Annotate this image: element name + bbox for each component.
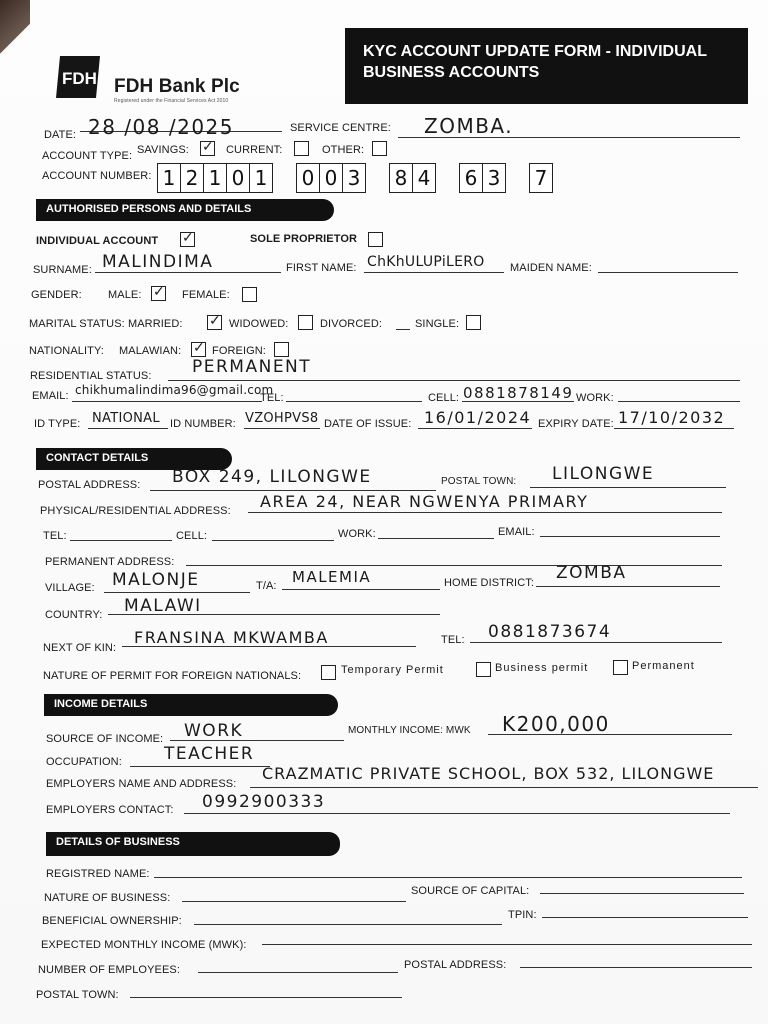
email-tel-line	[286, 401, 422, 402]
temporary-permit-checkbox[interactable]	[321, 665, 336, 680]
business-postal-address-label: POSTAL ADDRESS:	[404, 959, 507, 971]
home-district-line	[536, 586, 720, 587]
employers-contact-value: 0992900333	[202, 792, 326, 812]
next-of-kin-value: FRANSINA MKWAMBA	[134, 628, 329, 647]
male-label: MALE:	[108, 289, 142, 301]
id-number-label: ID NUMBER:	[170, 418, 236, 430]
form-title-block	[345, 28, 748, 104]
work-line	[618, 401, 740, 402]
account-digit: 1	[249, 163, 273, 193]
id-type-value: NATIONAL	[92, 411, 160, 426]
postal-address-value: BOX 249, LILONGWE	[172, 467, 372, 487]
section-business	[46, 832, 340, 856]
section-income-title: INCOME DETAILS	[54, 698, 148, 710]
expected-monthly-income-label: EXPECTED MONTHLY INCOME (MWK):	[41, 939, 247, 951]
ta-line	[282, 589, 440, 590]
malawian-label: MALAWIAN:	[119, 345, 182, 357]
surname-value: MALINDIMA	[102, 252, 214, 272]
widowed-label: WIDOWED:	[229, 318, 289, 330]
account-digit: 4	[412, 163, 436, 193]
date-value: 28 /08 /2025	[88, 115, 234, 139]
foreign-label: FOREIGN:	[212, 345, 266, 357]
residential-status-line	[168, 380, 740, 381]
form-title-line2: BUSINESS ACCOUNTS	[363, 64, 540, 81]
residential-status-value: PERMANENT	[192, 357, 312, 377]
marital-status-label: MARITAL STATUS: MARRIED:	[29, 318, 183, 330]
male-checkbox[interactable]	[151, 283, 166, 301]
occupation-line	[130, 766, 270, 767]
expiry-date-label: EXPIRY DATE:	[538, 418, 614, 430]
source-of-income-label: SOURCE OF INCOME:	[46, 733, 164, 745]
check-icon: ✓	[209, 312, 221, 328]
nature-of-business-label: NATURE OF BUSINESS:	[44, 892, 171, 904]
other-checkbox[interactable]	[372, 141, 387, 156]
married-checkbox[interactable]	[207, 312, 222, 330]
section-authorised-title: AUTHORISED PERSONS AND DETAILS	[46, 203, 252, 215]
source-of-income-value: WORK	[184, 721, 244, 741]
business-postal-town-label: POSTAL TOWN:	[36, 989, 119, 1001]
section-authorised	[36, 199, 334, 221]
employer-label: EMPLOYERS NAME AND ADDRESS:	[46, 778, 237, 790]
business-permit-checkbox[interactable]	[476, 662, 491, 677]
sole-proprietor-checkbox[interactable]	[368, 232, 383, 247]
account-digit: 7	[529, 163, 553, 193]
date-of-issue-line	[418, 428, 532, 429]
section-income	[44, 694, 338, 716]
divorced-label: DIVORCED:	[320, 318, 383, 330]
savings-label: SAVINGS:	[137, 144, 189, 156]
number-of-employees-line	[198, 972, 398, 973]
email-line	[72, 401, 262, 402]
account-digit: 6	[459, 163, 483, 193]
village-line	[104, 592, 250, 593]
account-digit: 1	[203, 163, 227, 193]
employer-value: CRAZMATIC PRIVATE SCHOOL, BOX 532, LILONGWE	[262, 764, 715, 783]
gender-label: GENDER:	[31, 289, 82, 301]
account-digit: 0	[319, 163, 343, 193]
physical-address-value: AREA 24, NEAR NGWENYA PRIMARY	[260, 492, 589, 511]
nationality-label: NATIONALITY:	[29, 345, 104, 357]
source-of-capital-line	[540, 893, 744, 894]
check-icon: ✓	[193, 339, 205, 355]
ta-label: T/A:	[256, 580, 277, 592]
form-title-line1: KYC ACCOUNT UPDATE FORM - INDIVIDUAL	[363, 43, 707, 60]
registered-name-label: REGISTRED NAME:	[46, 868, 150, 880]
surname-line	[95, 272, 281, 273]
account-digit: 3	[342, 163, 366, 193]
number-of-employees-label: NUMBER OF EMPLOYEES:	[38, 964, 180, 976]
account-digit: 0	[226, 163, 250, 193]
email-label: EMAIL:	[32, 390, 69, 402]
physical-address-line	[248, 512, 722, 513]
id-type-line	[88, 428, 168, 429]
employer-line	[250, 787, 758, 788]
home-district-value: ZOMBA	[556, 563, 627, 583]
postal-address-line	[150, 490, 436, 491]
page-corner-shadow	[0, 0, 30, 60]
date-of-issue-value: 16/01/2024	[424, 408, 532, 427]
service-centre-label: SERVICE CENTRE:	[290, 122, 391, 134]
surname-label: SURNAME:	[33, 264, 92, 276]
cell-value: 0881878149	[463, 384, 574, 402]
contact-email-line	[540, 536, 720, 537]
contact-tel-line	[70, 540, 172, 541]
id-number-value: VZOHPVS8	[245, 411, 319, 426]
business-postal-address-line	[520, 967, 752, 968]
contact-work-label: WORK:	[338, 528, 376, 540]
widowed-checkbox[interactable]	[298, 315, 313, 330]
account-digit: 8	[389, 163, 413, 193]
kin-tel-value: 0881873674	[488, 622, 612, 642]
kin-tel-line	[470, 642, 722, 643]
village-value: MALONJE	[112, 570, 200, 590]
expiry-date-value: 17/10/2032	[618, 408, 726, 427]
check-icon: ✓	[182, 229, 194, 245]
work-label: WORK:	[576, 392, 614, 404]
divorced-line[interactable]	[396, 329, 410, 330]
permanent-permit-label: Permanent	[632, 660, 695, 672]
section-contact-title: CONTACT DETAILS	[46, 452, 149, 464]
service-centre-value: ZOMBA.	[424, 114, 514, 138]
beneficial-ownership-line	[194, 924, 502, 925]
contact-cell-line	[212, 540, 334, 541]
savings-checkbox[interactable]	[200, 138, 215, 156]
permit-label: NATURE OF PERMIT FOR FOREIGN NATIONALS:	[43, 670, 302, 682]
contact-tel-label: TEL:	[43, 530, 67, 542]
email-tel-label: TEL:	[260, 392, 284, 404]
fdh-logo-icon	[56, 54, 102, 100]
next-of-kin-label: NEXT OF KIN:	[43, 642, 117, 654]
first-name-label: FIRST NAME:	[286, 262, 357, 274]
contact-email-label: EMAIL:	[498, 526, 535, 538]
first-name-line	[364, 272, 504, 273]
monthly-income-label: MONTHLY INCOME: MWK	[348, 725, 471, 736]
kin-tel-label: TEL:	[441, 634, 465, 646]
check-icon: ✓	[153, 283, 165, 299]
check-icon: ✓	[202, 138, 214, 154]
malawian-checkbox[interactable]	[191, 339, 206, 357]
individual-account-checkbox[interactable]	[180, 229, 195, 247]
source-of-capital-label: SOURCE OF CAPITAL:	[411, 885, 530, 897]
residential-status-label: RESIDENTIAL STATUS:	[30, 370, 152, 382]
employers-contact-line	[184, 813, 730, 814]
expiry-date-line	[614, 428, 734, 429]
country-value: MALAWI	[124, 596, 202, 616]
postal-town-label: POSTAL TOWN:	[441, 476, 517, 487]
temporary-permit-label: Temporary Permit	[341, 664, 444, 676]
current-checkbox[interactable]	[294, 141, 309, 156]
bank-name: FDH Bank Plc	[114, 76, 240, 97]
permanent-address-line	[186, 565, 722, 566]
postal-town-value: LILONGWE	[552, 464, 655, 484]
employers-contact-label: EMPLOYERS CONTACT:	[46, 804, 174, 816]
id-number-line	[244, 428, 320, 429]
occupation-label: OCCUPATION:	[46, 756, 122, 768]
beneficial-ownership-label: BENEFICIAL OWNERSHIP:	[42, 915, 182, 927]
individual-account-label: INDIVIDUAL ACCOUNT	[36, 235, 159, 247]
first-name-value: ChKhULUPiLERO	[367, 254, 485, 270]
expected-monthly-income-line	[262, 944, 752, 945]
tpin-label: TPIN:	[508, 909, 537, 921]
monthly-income-value: K200,000	[502, 712, 610, 736]
section-business-title: DETAILS OF BUSINESS	[56, 836, 180, 848]
occupation-value: TEACHER	[164, 744, 255, 764]
account-digit: 0	[296, 163, 320, 193]
account-digit: 3	[482, 163, 506, 193]
svg-text:FDH: FDH	[62, 69, 97, 88]
contact-cell-label: CELL:	[176, 530, 208, 542]
physical-address-label: PHYSICAL/RESIDENTIAL ADDRESS:	[40, 505, 231, 517]
email-value: chikhumalindima96@gmail.com	[75, 383, 274, 397]
date-label: DATE:	[44, 129, 77, 141]
ta-value: MALEMIA	[292, 568, 372, 586]
female-checkbox[interactable]	[242, 287, 257, 302]
single-label: SINGLE:	[415, 318, 460, 330]
village-label: VILLAGE:	[45, 582, 95, 594]
home-district-label: HOME DISTRICT:	[444, 577, 535, 589]
account-digit: 1	[157, 163, 181, 193]
single-checkbox[interactable]	[466, 315, 481, 330]
permanent-address-label: PERMANENT ADDRESS:	[45, 556, 175, 568]
sole-proprietor-label: SOLE PROPRIETOR	[250, 233, 358, 245]
registered-name-line	[154, 877, 742, 878]
contact-work-line	[378, 538, 494, 539]
bank-tagline: Registered under the Financial Services Act 2010	[114, 98, 229, 104]
postal-address-label: POSTAL ADDRESS:	[38, 479, 141, 491]
account-digit: 2	[180, 163, 204, 193]
maiden-name-line	[598, 272, 738, 273]
postal-town-line	[530, 487, 726, 488]
account-type-label: ACCOUNT TYPE:	[42, 150, 133, 162]
business-permit-label: Business permit	[495, 662, 589, 674]
id-type-label: ID TYPE:	[34, 418, 81, 430]
email-cell-label: CELL:	[428, 392, 460, 404]
tpin-line	[542, 917, 748, 918]
nature-of-business-line	[182, 901, 406, 902]
current-label: CURRENT:	[226, 144, 283, 156]
female-label: FEMALE:	[182, 289, 230, 301]
business-postal-town-line	[130, 997, 402, 998]
foreign-checkbox[interactable]	[274, 342, 289, 357]
other-label: OTHER:	[322, 144, 365, 156]
account-number-label: ACCOUNT NUMBER:	[42, 170, 152, 182]
maiden-name-label: MAIDEN NAME:	[510, 262, 592, 274]
country-label: COUNTRY:	[45, 609, 103, 621]
date-of-issue-label: DATE OF ISSUE:	[324, 418, 412, 430]
permanent-permit-checkbox[interactable]	[613, 660, 628, 675]
